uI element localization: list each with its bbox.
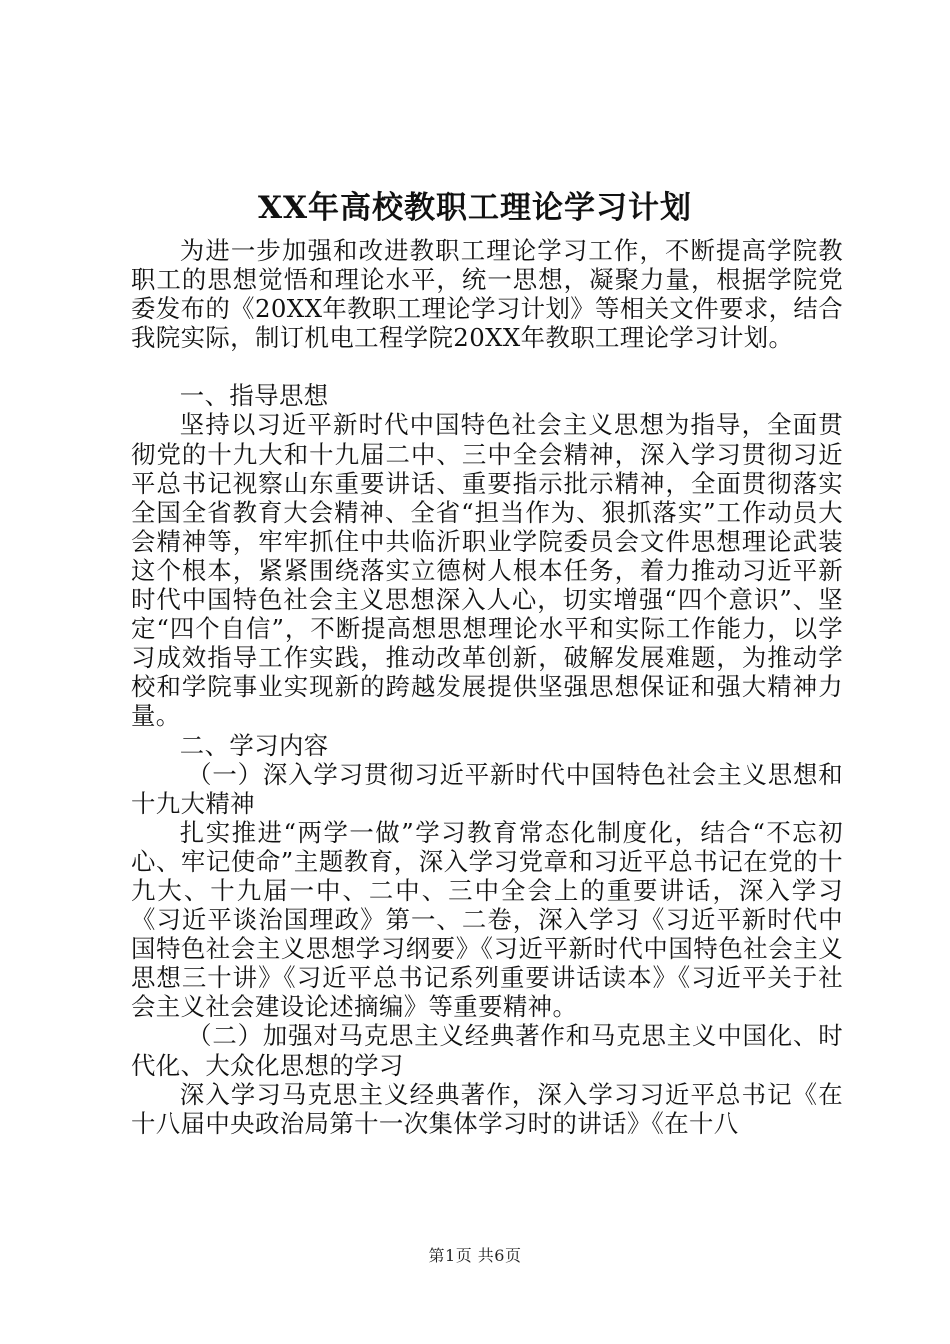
subsection-2-paragraph: 深入学习马克思主义经典著作，深入学习习近平总书记《在十八届中央政治局第十一次集体学习时的讲话》《在十八 [131,1079,843,1138]
section-heading-study-content: 二、学习内容 [179,730,329,760]
subsection-heading-2: （二）加强对马克思主义经典著作和马克思主义中国化、时代化、大众化思想的学习 [131,1021,843,1080]
subsection-heading-1: （一）深入学习贯彻习近平新时代中国特色社会主义思想和十九大精神 [131,759,843,818]
guiding-ideology-paragraph: 坚持以习近平新时代中国特色社会主义思想为指导，全面贯彻党的十九大和十九届二中、三中全会精神，深入学习贯彻习近平总书记视察山东重要讲话、重要指示批示精神，全面贯彻落实全国全省教育大会精神、全省“担当作为、狠抓落实”工作动员大会精神等，牢牢抓住中共临沂职业学院委员会文件思想理论武装这个根本，紧紧围绕落实立德树人根本任务，着力推动习近平新时代中国特色社会主义思想深入人心，切实增强“四个意识”、坚定“四个自信”，不断提高想思想理论水平和实际工作能力，以学习成效指导工作实践，推动改革创新，破解发展难题，为推动学校和学院事业实现新的跨越发展提供坚强思想保证和强大精神力量。 [131,410,843,731]
subsection-1-paragraph: 扎实推进“两学一做”学习教育常态化制度化，结合“不忘初心、牢记使命”主题教育，深入学习党章和习近平总书记在党的十九大、十九届一中、二中、三中全会上的重要讲话，深入学习《习近平谈治国理政》第一、二卷，深入学习《习近平新时代中国特色社会主义思想学习纲要》《习近平新时代中国特色社会主义思想三十讲》《习近平总书记系列重要讲话读本》《习近平关于社会主义社会建设论述摘编》等重要精神。 [131,817,843,1022]
document-body [131,236,843,1138]
section-heading-guiding-ideology: 一、指导思想 [179,381,329,411]
intro-paragraph: 为进一步加强和改进教职工理论学习工作，不断提高学院教职工的思想觉悟和理论水平，统一思想，凝聚力量，根据学院党委发布的《20XX年教职工理论学习计划》等相关文件要求，结合我院实际，制订机电工程学院20XX年教职工理论学习计划。 [131,236,843,353]
page-footer: 第1页 共6页 [428,1246,522,1265]
document-title: XX年高校教职工理论学习计划 [257,190,693,226]
